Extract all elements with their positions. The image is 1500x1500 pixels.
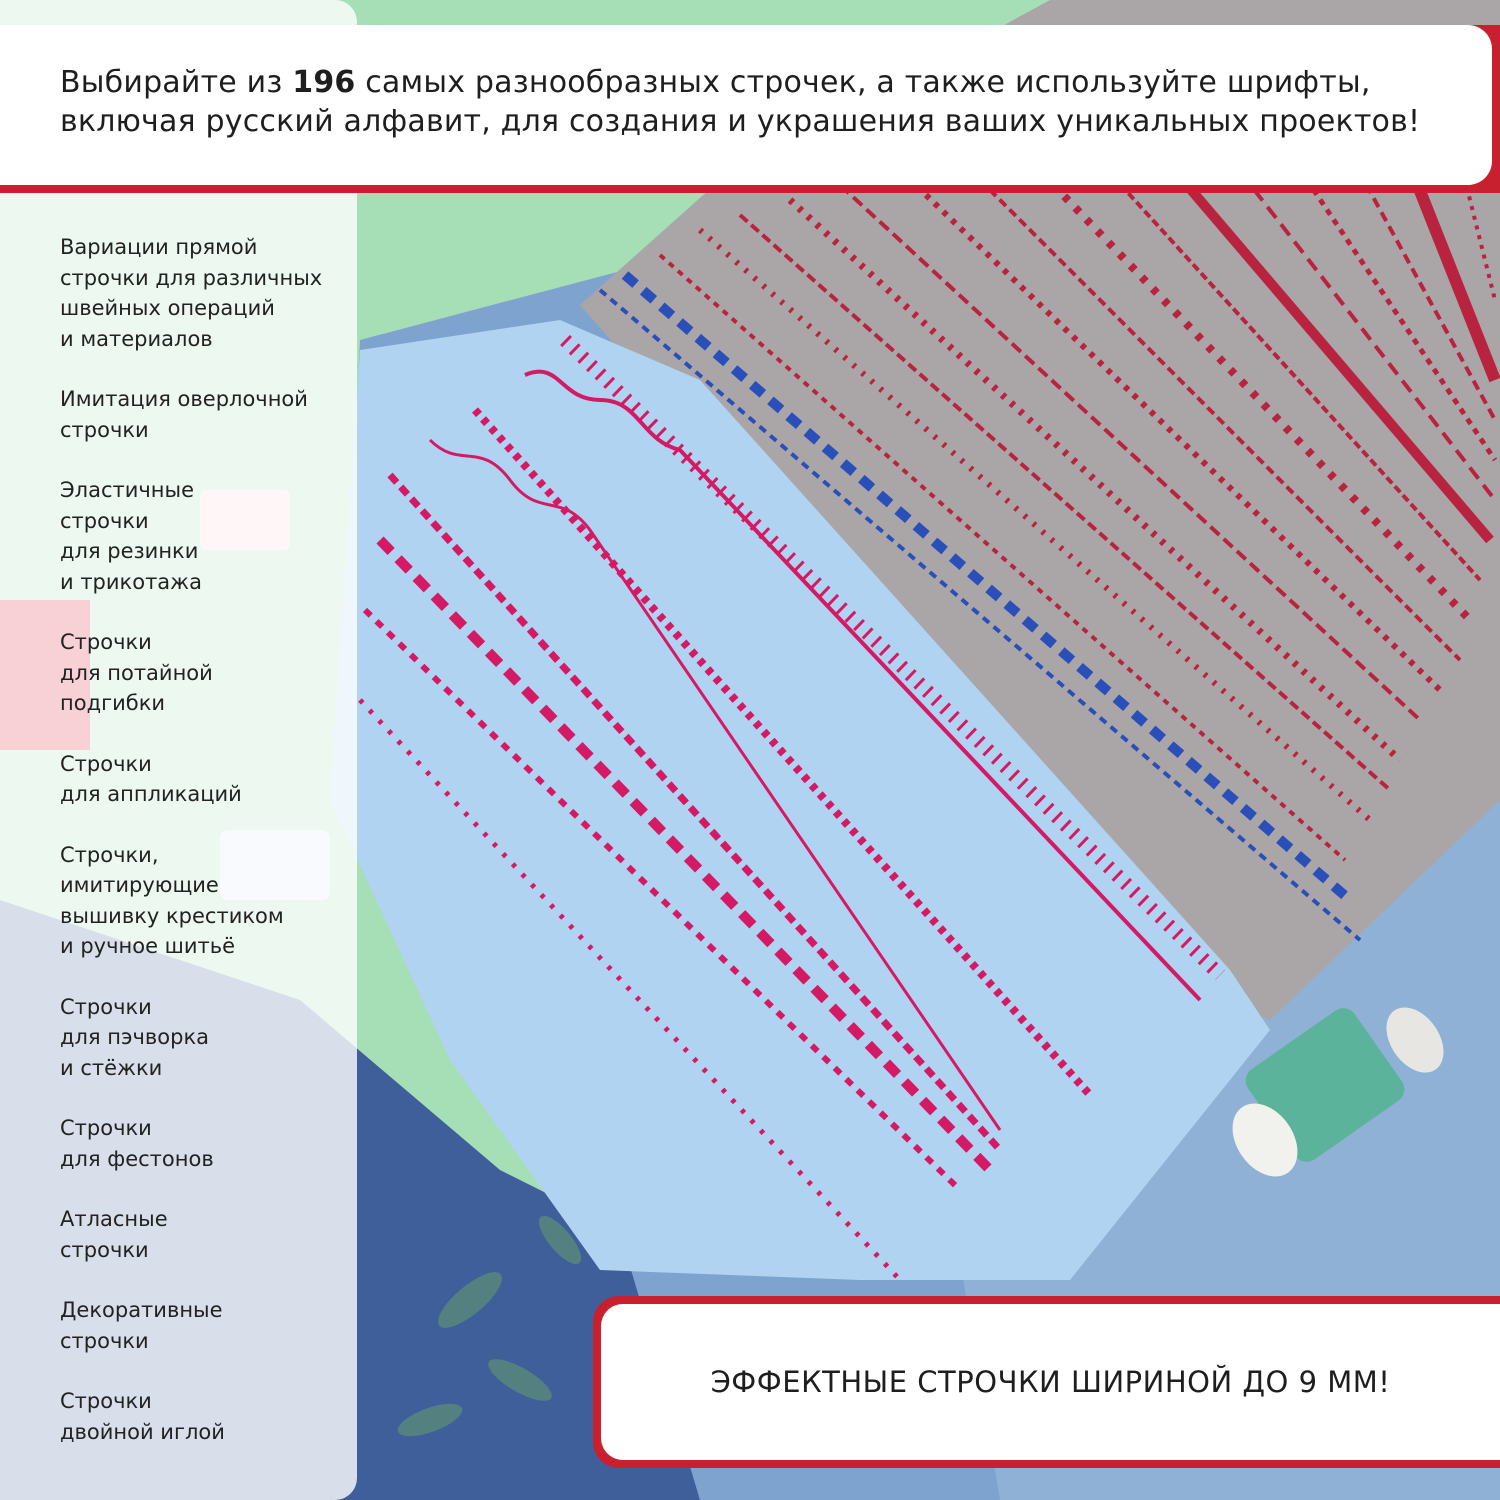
list-item: Строчки для фестонов: [60, 1116, 214, 1171]
list-item: Атласные строчки: [60, 1207, 168, 1262]
list-item: Строчки двойной иглой: [60, 1389, 225, 1444]
list-item: Эластичные строчки для резинки и трикотажа: [60, 478, 202, 594]
header-line-2: включая русский алфавит, для создания и украшения ваших уникальных проектов!: [60, 104, 1421, 139]
list-item: Строчки для потайной подгибки: [60, 630, 213, 715]
list-item: Строчки для аппликаций: [60, 751, 242, 806]
header-banner: [0, 25, 1500, 193]
list-item: Декоративные строчки: [60, 1298, 223, 1353]
stitch-count: 196: [292, 65, 356, 100]
footer-banner: [593, 1296, 1500, 1468]
header-suffix: самых разнообразных строчек, а также используйте шрифты,: [355, 65, 1371, 100]
stitch-category-list: [60, 232, 350, 1477]
side-panel: [0, 0, 357, 1500]
list-item: Вариации прямой строчки для различных швейных операций и материалов: [60, 235, 323, 351]
footer-text: ЭФФЕКТНЫЕ СТРОЧКИ ШИРИНОЙ ДО 9 ММ!: [601, 1304, 1500, 1460]
list-item: Строчки, имитирующие вышивку крестиком и ручное шитьё: [60, 842, 284, 958]
list-item: Строчки для пэчворка и стёжки: [60, 994, 210, 1080]
header-prefix: Выбирайте из: [60, 65, 293, 100]
list-item: Имитация оверлочной строчки: [60, 387, 308, 442]
header-line-1: [60, 63, 1492, 102]
header-text: [0, 25, 1492, 185]
